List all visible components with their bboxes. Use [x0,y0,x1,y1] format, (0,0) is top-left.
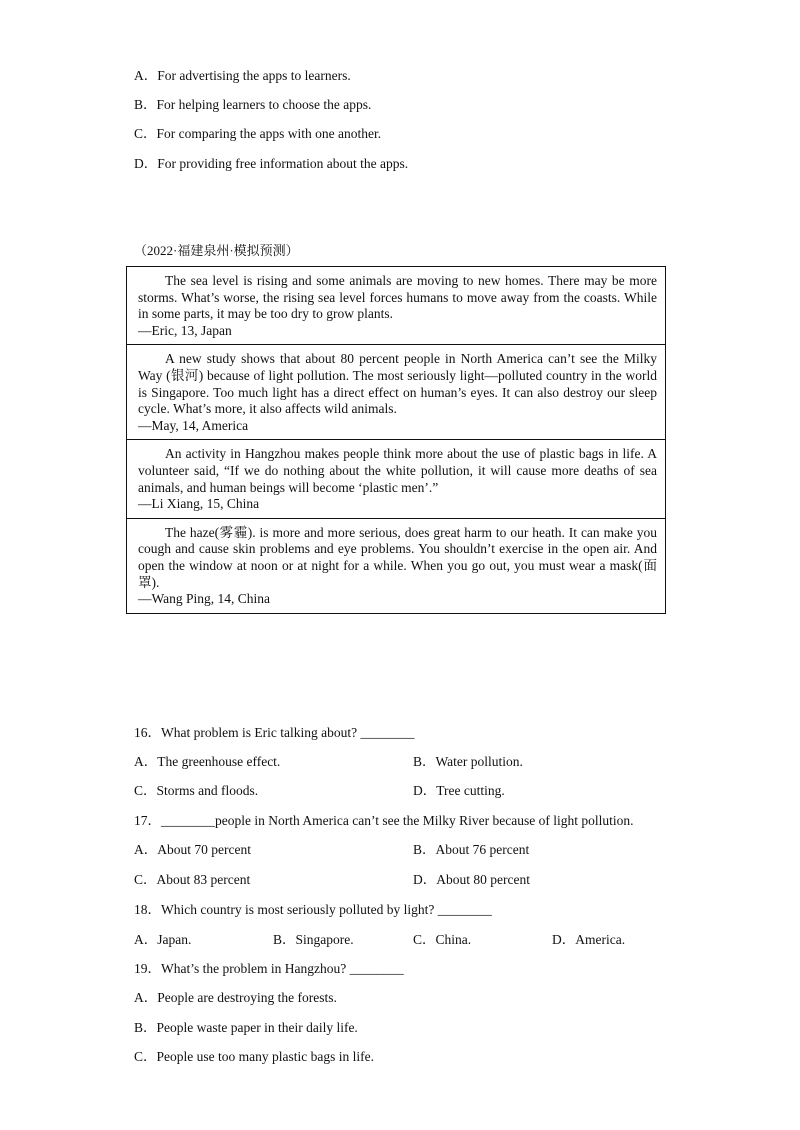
question-17-option-a[interactable]: A．About 70 percent [134,842,251,857]
question-19-option-b[interactable]: B．People waste paper in their daily life. [134,1020,358,1035]
question-17-stem: 17．________people in North America can’t see the Milky River because of light pollution. [134,813,634,828]
passage-wang-ping [127,518,665,613]
question-19-option-c[interactable]: C．People use too many plastic bags in life. [134,1049,374,1064]
question-16-option-a[interactable]: A．The greenhouse effect. [134,754,281,769]
question-18-option-b[interactable]: B．Singapore. [273,932,354,947]
question-17-option-c[interactable]: C．About 83 percent [134,872,251,887]
passage-text: The sea level is rising and some animals are moving to new homes. There may be more storms. What’s worse, the rising sea level forces humans to move away from the coasts. While in some parts, it may be too dry to grow plants. [138,273,657,322]
passage-signature: —Eric, 13, Japan [138,322,232,338]
passage-signature: —Li Xiang, 15, China [138,496,260,512]
question-18-option-c[interactable]: C．China. [413,932,472,947]
passage-signature: —May, 14, America [138,417,249,433]
question-19-option-a[interactable]: A．People are destroying the forests. [134,990,337,1005]
prev-option-c: C．For comparing the apps with one another. [134,126,382,141]
passage-eric [127,267,665,344]
passage-may [127,344,665,439]
passage-text: An activity in Hangzhou makes people think more about the use of plastic bags in life. A volunteer said, “If we do nothing about the white pollution, it will cause more deaths of sea animals, and human beings will become ‘plastic men’.” [138,446,657,495]
question-16-option-c[interactable]: C．Storms and floods. [134,783,259,798]
passage-text: A new study shows that about 80 percent people in North America can’t see the Milky Way (银河) because of light pollution. The most seriously light—polluted country in the world is Singapore. Too much light has a direct effect on human’s eyes. It can also destroy our sleep cycle. What’s more, it also affects wild animals. [138,351,657,417]
question-18-stem: 18．Which country is most seriously polluted by light? ________ [134,902,492,917]
question-17-option-b[interactable]: B．About 76 percent [413,842,530,857]
question-18-option-d[interactable]: D．America. [552,932,626,947]
passage-table [126,266,666,614]
source-tag: （2022·福建泉州·模拟预测） [134,243,299,258]
prev-option-b: B．For helping learners to choose the apps. [134,97,372,112]
question-18-option-a[interactable]: A．Japan. [134,932,192,947]
passage-li-xiang [127,439,665,517]
prev-option-d: D．For providing free information about the apps. [134,156,409,171]
question-17-option-d[interactable]: D．About 80 percent [413,872,530,887]
question-16-stem: 16．What problem is Eric talking about? ________ [134,725,415,740]
question-19-stem: 19．What’s the problem in Hangzhou? ________ [134,961,404,976]
question-16-option-b[interactable]: B．Water pollution. [413,754,523,769]
prev-option-a: A．For advertising the apps to learners. [134,68,351,83]
question-16-option-d[interactable]: D．Tree cutting. [413,783,505,798]
passage-signature: —Wang Ping, 14, China [138,591,271,607]
passage-text: The haze(雾霾). is more and more serious, does great harm to our heath. It can make you cough and cause skin problems and eye problems. You shouldn’t exercise in the open air. And open the window at noon or at night for a while. When you go out, you must wear a mask(面罩). [138,524,657,590]
